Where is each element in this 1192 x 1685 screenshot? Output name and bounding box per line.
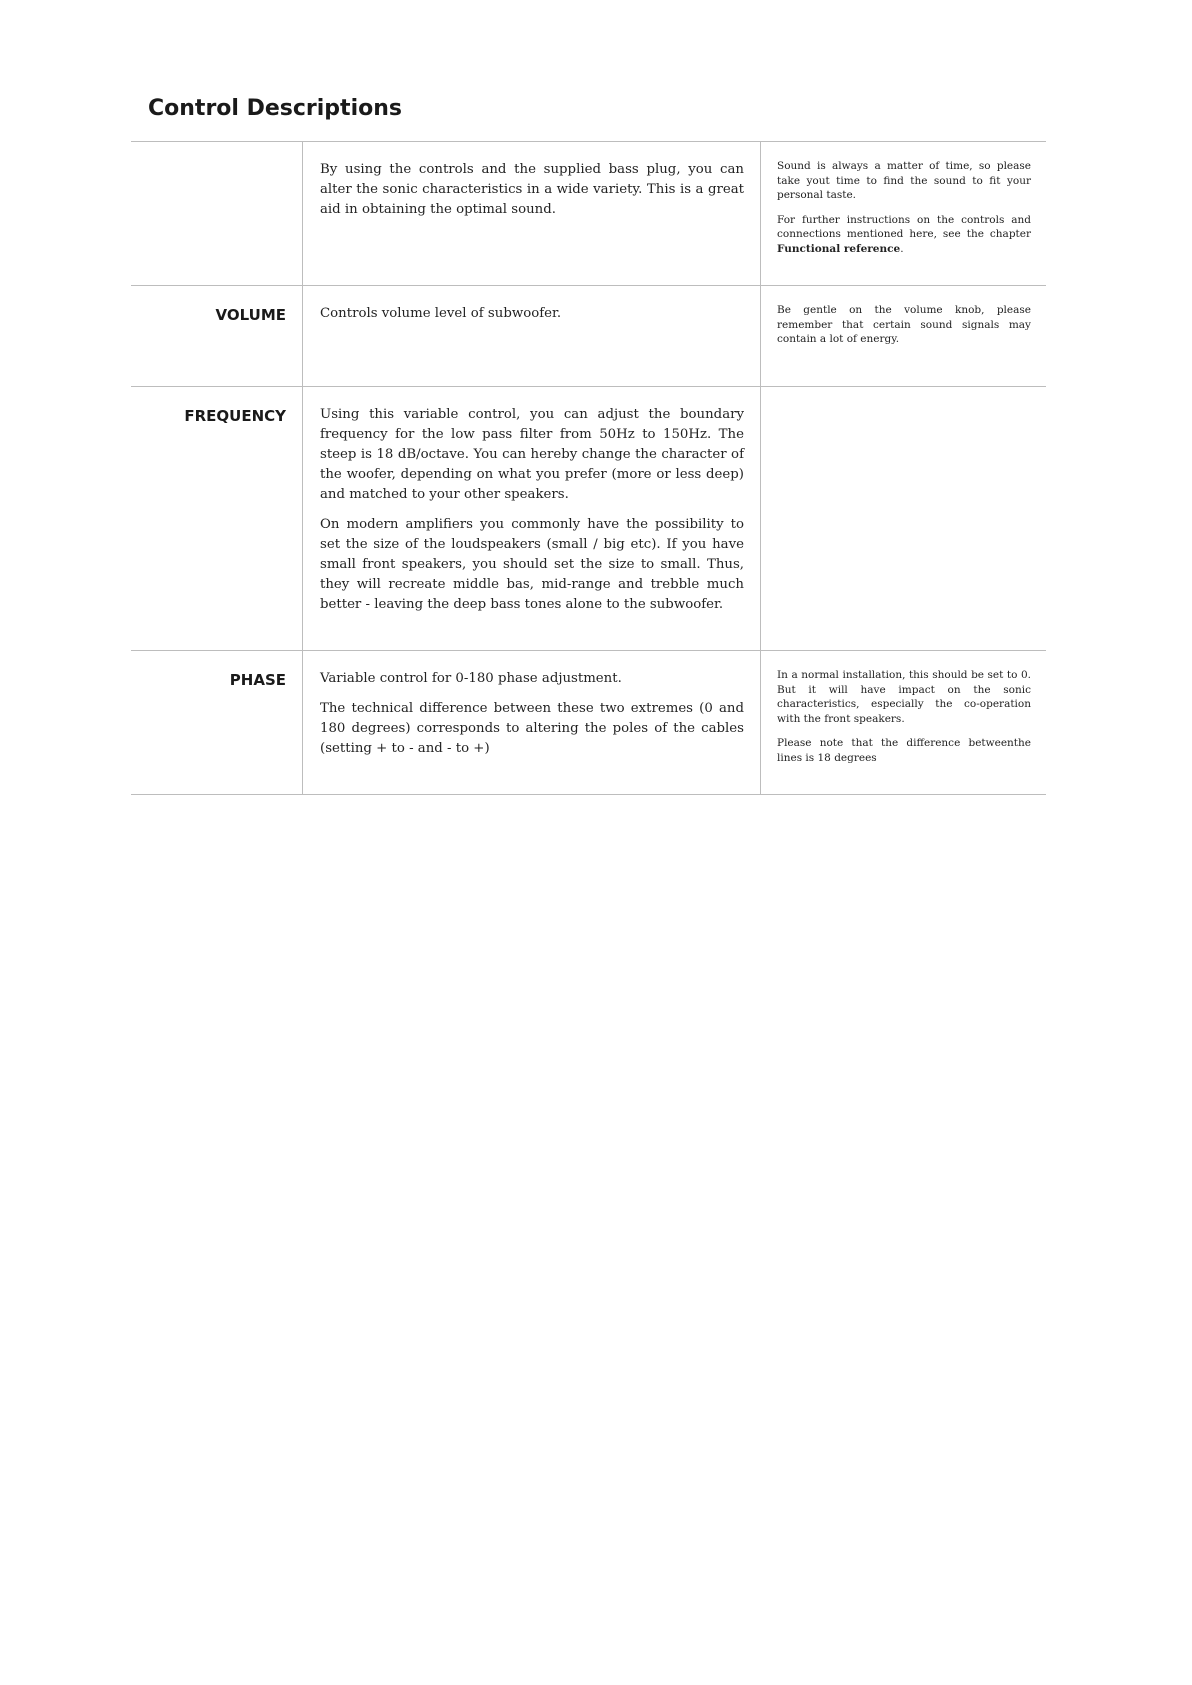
row-label: PHASE [131, 651, 303, 794]
row-notes [761, 286, 1046, 386]
row-description [303, 651, 761, 794]
row-description [303, 142, 761, 285]
description-paragraph: On modern amplifiers you commonly have the possibility to set the size of the loudspeakers (small / big etc). If you have small front speakers, you should set the size to small. Thus, they will recreate middle bas, mid-range and trebble much better - leaving the deep bass tones alone to the subwoofer. [320, 517, 744, 612]
description-paragraph: The technical difference between these two extremes (0 and 180 degrees) corresponds to altering the poles of the cables (setting + to - and - to +) [320, 701, 744, 756]
row-label: FREQUENCY [131, 387, 303, 650]
row-description [303, 387, 761, 650]
table-row-phase [131, 651, 1046, 795]
note-paragraph: Sound is always a matter of time, so please take yout time to find the sound to fit your personal taste. [777, 160, 1031, 201]
table-row-frequency [131, 387, 1046, 651]
row-label [131, 142, 303, 285]
description-paragraph: Using this variable control, you can adjust the boundary frequency for the low pass filter from 50Hz to 150Hz. The steep is 18 dB/octave. You can hereby change the character of the woofer, depending on what you prefer (more or less deep) and matched to your other speakers. [320, 407, 744, 502]
control-table [131, 141, 1046, 795]
row-notes [761, 651, 1046, 794]
note-paragraph: Be gentle on the volume knob, please remember that certain sound signals may contain a lot of energy. [777, 304, 1031, 345]
row-notes [761, 142, 1046, 285]
functional-reference-link: Functional reference [777, 242, 901, 255]
description-paragraph: By using the controls and the supplied bass plug, you can alter the sonic characteristics in a wide variety. This is a great aid in obtaining the optimal sound. [320, 162, 744, 217]
note-paragraph: Please note that the difference betweenthe lines is 18 degrees [777, 737, 1031, 764]
note-paragraph: In a normal installation, this should be set to 0. But it will have impact on the sonic characteristics, especially the co-operation with the front speakers. [777, 669, 1031, 725]
note-text: For further instructions on the controls and connections mentioned here, see the chapter [777, 213, 1031, 240]
note-text: . [900, 242, 904, 255]
note-paragraph [777, 213, 1031, 257]
description-paragraph: Controls volume level of subwoofer. [320, 306, 562, 321]
row-label: VOLUME [131, 286, 303, 386]
table-row-intro [131, 142, 1046, 286]
description-paragraph: Variable control for 0-180 phase adjustment. [320, 671, 622, 686]
row-description [303, 286, 761, 386]
table-row-volume [131, 286, 1046, 387]
row-notes [761, 387, 1046, 650]
page-title: Control Descriptions [148, 96, 402, 121]
